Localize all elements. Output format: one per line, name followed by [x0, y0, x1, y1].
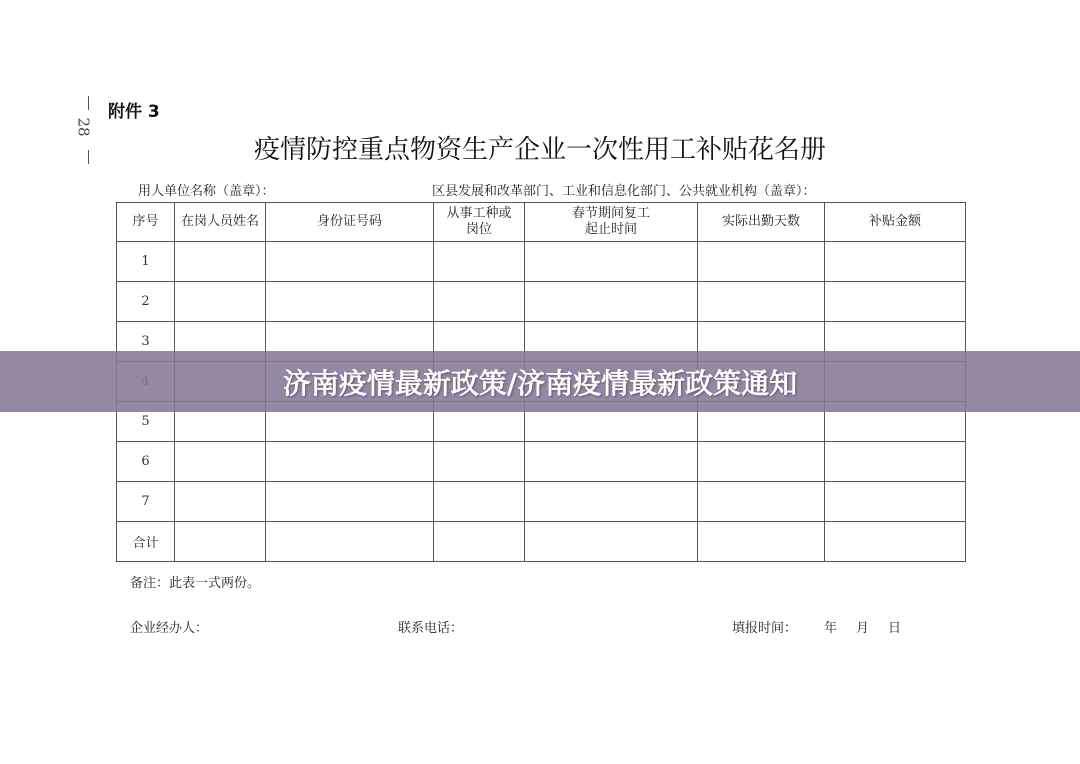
table-cell [698, 282, 825, 322]
table-cell [525, 522, 698, 562]
header-period-line2: 起止时间 [584, 222, 637, 237]
table-cell [525, 282, 698, 322]
header-cell-period [525, 203, 698, 242]
table-cell [175, 442, 266, 482]
title-banner [0, 351, 1080, 412]
table-cell [175, 522, 266, 562]
row-number: 3 [117, 322, 175, 362]
table-cell [434, 522, 525, 562]
employer-label: 用人单位名称（盖章）： [138, 184, 275, 199]
header-job-line1: 从事工种或 [446, 206, 512, 221]
header-period-line1: 春节期间复工 [571, 206, 650, 221]
table-cell [825, 522, 966, 562]
table-cell [266, 242, 434, 282]
header-job-line2: 岗位 [465, 222, 492, 237]
table-cell [175, 482, 266, 522]
row-number: 7 [117, 482, 175, 522]
attachment-label: 附件 3 [108, 102, 160, 122]
row-number: 6 [117, 442, 175, 482]
handler-label: 企业经办人： [130, 621, 209, 636]
phone-label: 联系电话： [398, 621, 464, 636]
table-cell [698, 522, 825, 562]
page-number: 28 [74, 117, 93, 137]
margin-tick-top [88, 96, 89, 110]
table-cell [266, 442, 434, 482]
table-cell [266, 482, 434, 522]
row-number: 5 [117, 402, 175, 442]
table-cell [825, 482, 966, 522]
table-note: 备注：此表一式两份。 [130, 576, 261, 591]
table-cell [525, 442, 698, 482]
table-row [117, 442, 966, 482]
table-cell [266, 522, 434, 562]
authority-label: 区县发展和改革部门、工业和信息化部门、公共就业机构（盖章）： [432, 184, 816, 199]
table-cell [266, 282, 434, 322]
table-cell [434, 242, 525, 282]
table-row [117, 242, 966, 282]
table-cell [825, 242, 966, 282]
row-number: 1 [117, 242, 175, 282]
table-cell [698, 482, 825, 522]
document-title: 疫情防控重点物资生产企业一次性用工补贴花名册 [253, 135, 826, 165]
header-cell-days: 实际出勤天数 [698, 203, 825, 242]
row-number: 2 [117, 282, 175, 322]
date-label: 填报时间： [732, 621, 798, 636]
header-cell-id-number: 身份证号码 [266, 203, 434, 242]
table-header-row [117, 203, 966, 242]
table-cell [825, 282, 966, 322]
date-month: 月 [856, 621, 870, 636]
header-cell-index: 序号 [117, 203, 175, 242]
header-cell-job [434, 203, 525, 242]
table-cell [698, 242, 825, 282]
total-label: 合计 [117, 522, 175, 562]
table-cell [698, 442, 825, 482]
table-cell [825, 442, 966, 482]
table-cell [434, 442, 525, 482]
table-row [117, 282, 966, 322]
table-row [117, 482, 966, 522]
table-cell [525, 242, 698, 282]
table-total-row [117, 522, 966, 562]
table-cell [175, 282, 266, 322]
date-year: 年 [824, 621, 838, 636]
header-cell-name: 在岗人员姓名 [175, 203, 266, 242]
date-day: 日 [888, 621, 902, 636]
table-cell [175, 242, 266, 282]
table-cell [434, 282, 525, 322]
banner-text: 济南疫情最新政策/济南疫情最新政策通知 [282, 366, 798, 400]
table-cell [434, 482, 525, 522]
table-cell [525, 482, 698, 522]
header-cell-amount: 补贴金额 [825, 203, 966, 242]
